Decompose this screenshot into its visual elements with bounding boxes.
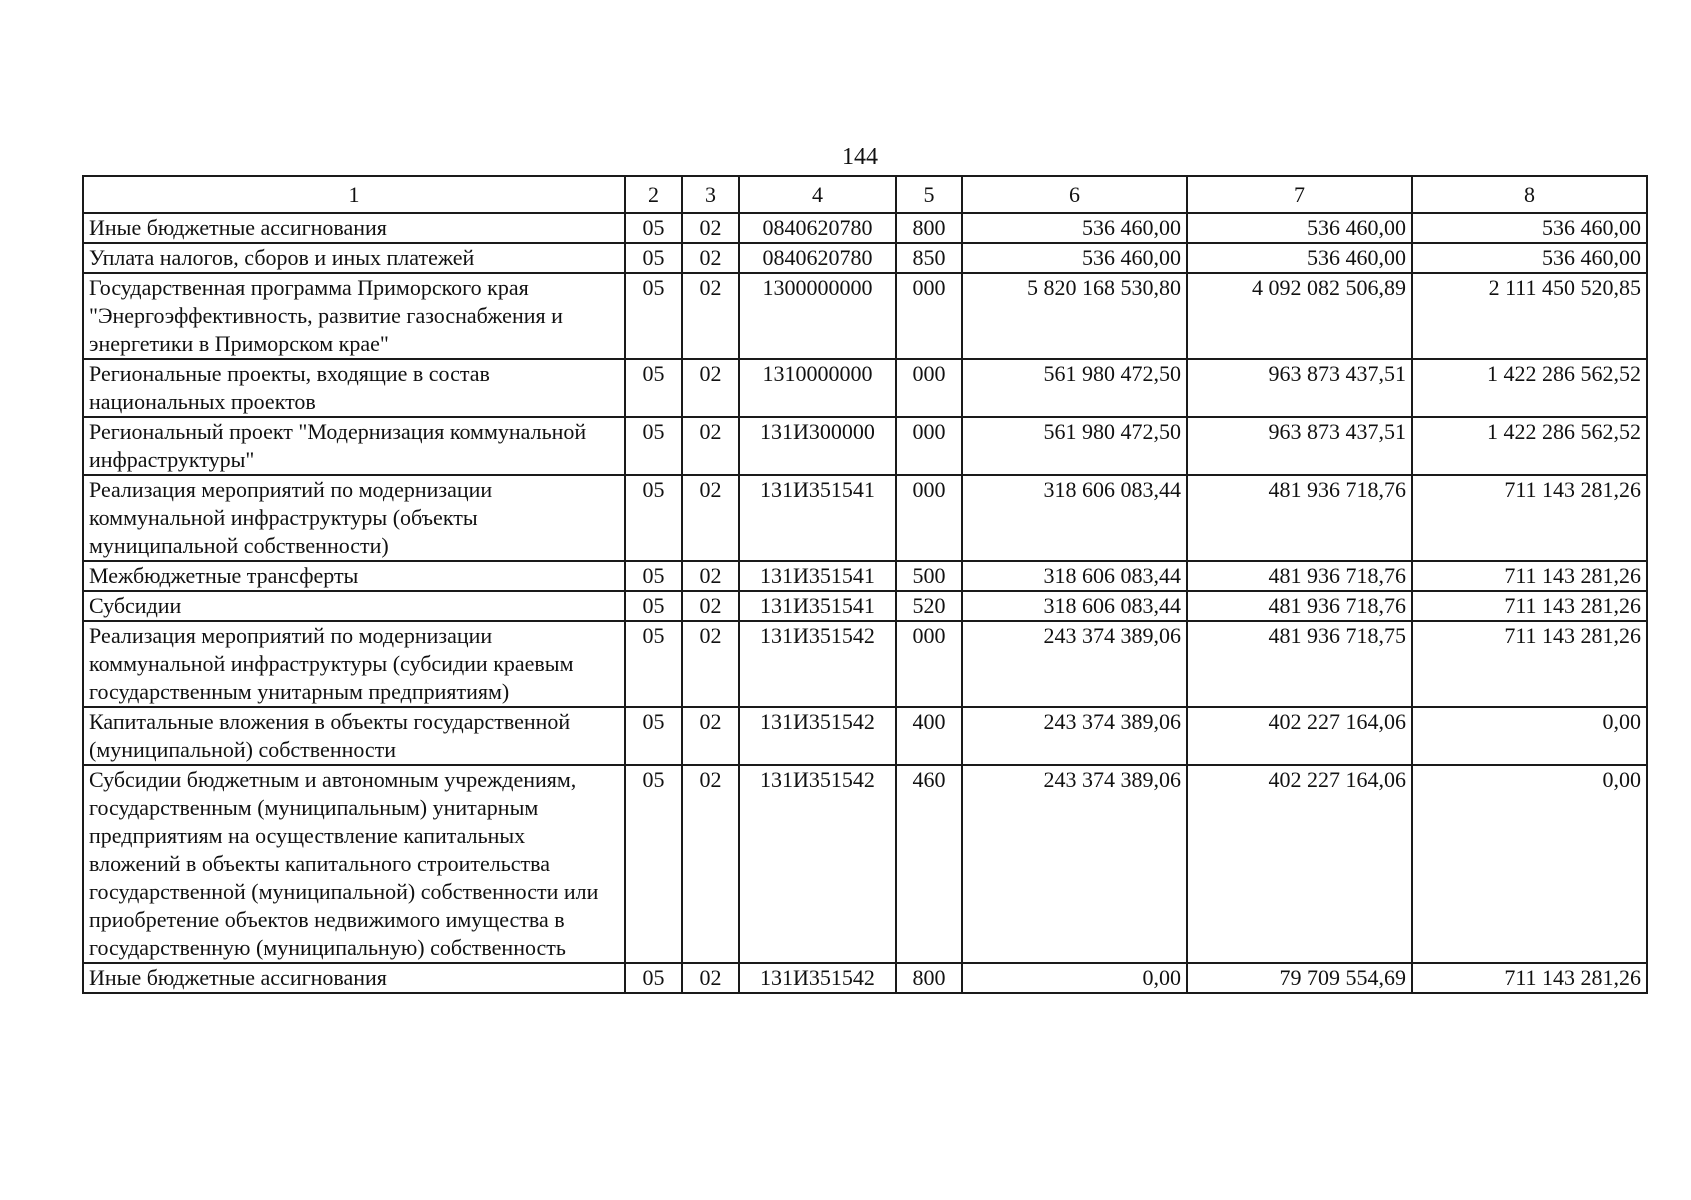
amount-col-7: 481 936 718,76	[1187, 591, 1412, 621]
expense-type-code: 000	[896, 417, 962, 475]
target-article-code: 131И351542	[739, 765, 896, 963]
subsection-code: 02	[682, 963, 739, 993]
row-name: Субсидии бюджетным и автономным учреждениям, государственным (муниципальным) унитарным предприятиям на осуществление капитальных вложений в объекты капитального строительства государственной (муниципальной) собственности или приобретение объектов недвижимого имущества в государственную (муниципальную) собственность	[83, 765, 625, 963]
table-row	[83, 243, 1647, 273]
amount-col-7: 963 873 437,51	[1187, 417, 1412, 475]
row-name: Субсидии	[83, 591, 625, 621]
expense-type-code: 500	[896, 561, 962, 591]
amount-col-8: 711 143 281,26	[1412, 475, 1647, 561]
table-row	[83, 621, 1647, 707]
amount-col-7: 481 936 718,76	[1187, 475, 1412, 561]
target-article-code: 131И300000	[739, 417, 896, 475]
subsection-code: 02	[682, 591, 739, 621]
column-header: 7	[1187, 176, 1412, 213]
expense-type-code: 460	[896, 765, 962, 963]
target-article-code: 131И351541	[739, 561, 896, 591]
amount-col-7: 4 092 082 506,89	[1187, 273, 1412, 359]
amount-col-8: 711 143 281,26	[1412, 591, 1647, 621]
amount-col-7: 79 709 554,69	[1187, 963, 1412, 993]
section-code: 05	[625, 621, 682, 707]
subsection-code: 02	[682, 765, 739, 963]
section-code: 05	[625, 561, 682, 591]
table-row	[83, 417, 1647, 475]
amount-col-7: 402 227 164,06	[1187, 765, 1412, 963]
section-code: 05	[625, 273, 682, 359]
target-article-code: 0840620780	[739, 243, 896, 273]
expense-type-code: 520	[896, 591, 962, 621]
section-code: 05	[625, 963, 682, 993]
row-name: Капитальные вложения в объекты государственной (муниципальной) собственности	[83, 707, 625, 765]
subsection-code: 02	[682, 417, 739, 475]
table-row	[83, 963, 1647, 993]
expense-type-code: 000	[896, 273, 962, 359]
column-header: 5	[896, 176, 962, 213]
section-code: 05	[625, 417, 682, 475]
target-article-code: 1310000000	[739, 359, 896, 417]
amount-col-8: 1 422 286 562,52	[1412, 359, 1647, 417]
amount-col-8: 711 143 281,26	[1412, 561, 1647, 591]
amount-col-6: 243 374 389,06	[962, 707, 1187, 765]
subsection-code: 02	[682, 359, 739, 417]
subsection-code: 02	[682, 561, 739, 591]
subsection-code: 02	[682, 621, 739, 707]
column-header: 2	[625, 176, 682, 213]
target-article-code: 131И351542	[739, 621, 896, 707]
amount-col-6: 243 374 389,06	[962, 621, 1187, 707]
expense-type-code: 800	[896, 213, 962, 243]
expense-type-code: 000	[896, 359, 962, 417]
row-name: Региональные проекты, входящие в состав национальных проектов	[83, 359, 625, 417]
target-article-code: 131И351542	[739, 707, 896, 765]
target-article-code: 0840620780	[739, 213, 896, 243]
amount-col-7: 963 873 437,51	[1187, 359, 1412, 417]
table-row	[83, 707, 1647, 765]
table-row	[83, 591, 1647, 621]
column-header: 4	[739, 176, 896, 213]
amount-col-6: 536 460,00	[962, 213, 1187, 243]
column-header: 1	[83, 176, 625, 213]
expense-type-code: 850	[896, 243, 962, 273]
row-name: Иные бюджетные ассигнования	[83, 963, 625, 993]
amount-col-6: 318 606 083,44	[962, 561, 1187, 591]
table-row	[83, 359, 1647, 417]
table-row	[83, 213, 1647, 243]
amount-col-7: 536 460,00	[1187, 213, 1412, 243]
budget-table	[82, 175, 1648, 994]
section-code: 05	[625, 765, 682, 963]
amount-col-6: 536 460,00	[962, 243, 1187, 273]
row-name: Уплата налогов, сборов и иных платежей	[83, 243, 625, 273]
target-article-code: 131И351541	[739, 475, 896, 561]
row-name: Межбюджетные трансферты	[83, 561, 625, 591]
amount-col-8: 711 143 281,26	[1412, 963, 1647, 993]
amount-col-8: 536 460,00	[1412, 243, 1647, 273]
table-row	[83, 273, 1647, 359]
table-row	[83, 475, 1647, 561]
column-header: 8	[1412, 176, 1647, 213]
amount-col-6: 243 374 389,06	[962, 765, 1187, 963]
amount-col-8: 536 460,00	[1412, 213, 1647, 243]
column-header: 3	[682, 176, 739, 213]
target-article-code: 131И351541	[739, 591, 896, 621]
amount-col-6: 0,00	[962, 963, 1187, 993]
expense-type-code: 400	[896, 707, 962, 765]
section-code: 05	[625, 213, 682, 243]
amount-col-7: 481 936 718,76	[1187, 561, 1412, 591]
table-row	[83, 561, 1647, 591]
section-code: 05	[625, 243, 682, 273]
subsection-code: 02	[682, 475, 739, 561]
expense-type-code: 800	[896, 963, 962, 993]
row-name: Реализация мероприятий по модернизации коммунальной инфраструктуры (объекты муниципальной собственности)	[83, 475, 625, 561]
amount-col-6: 561 980 472,50	[962, 359, 1187, 417]
amount-col-7: 481 936 718,75	[1187, 621, 1412, 707]
amount-col-8: 1 422 286 562,52	[1412, 417, 1647, 475]
amount-col-7: 402 227 164,06	[1187, 707, 1412, 765]
amount-col-6: 5 820 168 530,80	[962, 273, 1187, 359]
section-code: 05	[625, 591, 682, 621]
amount-col-8: 2 111 450 520,85	[1412, 273, 1647, 359]
section-code: 05	[625, 359, 682, 417]
amount-col-6: 318 606 083,44	[962, 475, 1187, 561]
amount-col-8: 0,00	[1412, 765, 1647, 963]
subsection-code: 02	[682, 243, 739, 273]
amount-col-6: 318 606 083,44	[962, 591, 1187, 621]
target-article-code: 131И351542	[739, 963, 896, 993]
section-code: 05	[625, 475, 682, 561]
subsection-code: 02	[682, 273, 739, 359]
amount-col-8: 711 143 281,26	[1412, 621, 1647, 707]
table-row	[83, 765, 1647, 963]
amount-col-6: 561 980 472,50	[962, 417, 1187, 475]
page-number: 144	[842, 144, 878, 170]
header-row	[83, 176, 1647, 213]
expense-type-code: 000	[896, 621, 962, 707]
expense-type-code: 000	[896, 475, 962, 561]
subsection-code: 02	[682, 213, 739, 243]
subsection-code: 02	[682, 707, 739, 765]
row-name: Государственная программа Приморского края "Энергоэффективность, развитие газоснабжения и энергетики в Приморском крае"	[83, 273, 625, 359]
row-name: Региональный проект "Модернизация коммунальной инфраструктуры"	[83, 417, 625, 475]
row-name: Реализация мероприятий по модернизации коммунальной инфраструктуры (субсидии краевым государственным унитарным предприятиям)	[83, 621, 625, 707]
amount-col-7: 536 460,00	[1187, 243, 1412, 273]
row-name: Иные бюджетные ассигнования	[83, 213, 625, 243]
target-article-code: 1300000000	[739, 273, 896, 359]
column-header: 6	[962, 176, 1187, 213]
amount-col-8: 0,00	[1412, 707, 1647, 765]
section-code: 05	[625, 707, 682, 765]
